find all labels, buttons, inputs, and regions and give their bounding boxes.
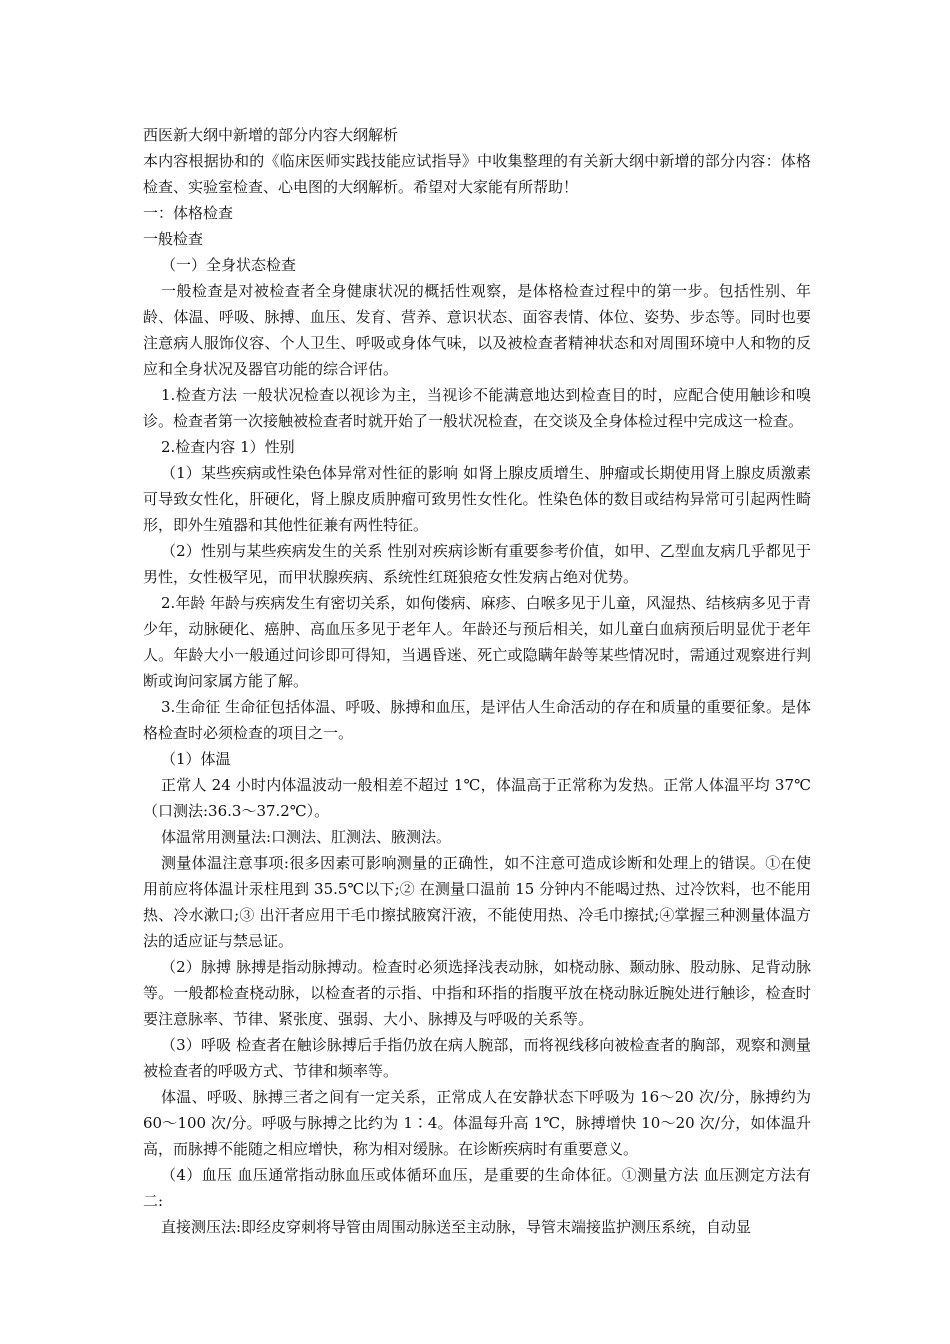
paragraph-exam-method: 1.检查方法 一般状况检查以视诊为主，当视诊不能满意地达到检查目的时，应配合使用触诊和嗅诊。检查者第一次接触被检查者时就开始了一般状况检查，在交谈及全身体检过程中完成这一检查。 xyxy=(143,386,811,430)
paragraph-sex-chromosome: （1）某些疾病或性染色体异常对性征的影响 如肾上腺皮质增生、肿瘤或长期使用肾上腺皮质激素可导致女性化，肝硬化，肾上腺皮质肿瘤可致男性女性化。性染色体的数目或结构异常可引起两性畸形，即外生殖器和其他性征兼有两性特征。 xyxy=(143,464,811,534)
intro-paragraph: 本内容根据协和的《临床医师实践技能应试指导》中收集整理的有关新大纲中新增的部分内容：体格检查、实验室检查、心电图的大纲解析。希望对大家能有所帮助！ xyxy=(143,152,811,196)
paragraph-temperature-notes: 测量体温注意事项:很多因素可影响测量的正确性，如不注意可造成诊断和处理上的错误。①在使用前应将体温计汞柱甩到 35.5℃以下;② 在测量口温前 15 分钟内不能喝过热、过冷饮料，也不能用热、冷水漱口;③ 出汗者应用干毛巾擦拭腋窝汗液，不能使用热、冷毛巾擦拭;④掌握三种测量体温方法的适应证与禁忌证。 xyxy=(143,854,811,950)
paragraph-temperature-methods: 体温常用测量法:口测法、肛测法、腋测法。 xyxy=(161,828,452,846)
document-page xyxy=(143,122,811,1240)
section-heading-physical-exam: 一：体格检查 xyxy=(143,204,234,222)
paragraph-exam-content-sex: 2.检查内容 1）性别 xyxy=(161,438,295,456)
subsection-heading-whole-body-status: （一）全身状态检查 xyxy=(161,256,297,274)
paragraph-general-exam-definition: 一般检查是对被检查者全身健康状况的概括性观察，是体格检查过程中的第一步。包括性别、年龄、体温、呼吸、脉搏、血压、发育、营养、意识状态、面容表情、体位、姿势、步态等。同时也要注意病人服饰仪容、个人卫生、呼吸或身体气味，以及被检查者精神状态和对周围环境中人和物的反应和全身状况及器官功能的综合评估。 xyxy=(143,282,811,378)
paragraph-respiration: （3）呼吸 检查者在触诊脉搏后手指仍放在病人腕部，而将视线移向被检查者的胸部，观察和测量被检查者的呼吸方式、节律和频率等。 xyxy=(143,1036,811,1080)
paragraph-blood-pressure: （4）血压 血压通常指动脉血压或体循环血压，是重要的生命体征。①测量方法 血压测定方法有二: xyxy=(143,1166,811,1210)
document-title: 西医新大纲中新增的部分内容大纲解析 xyxy=(143,126,399,144)
paragraph-normal-temperature: 正常人 24 小时内体温波动一般相差不超过 1℃，体温高于正常称为发热。正常人体温平均 37℃（口测法:36.3～37.2℃）。 xyxy=(143,776,811,820)
paragraph-direct-measurement: 直接测压法:即经皮穿刺将导管由周围动脉送至主动脉，导管末端接监护测压系统，自动显 xyxy=(161,1218,752,1236)
paragraph-pulse: （2）脉搏 脉搏是指动脉搏动。检查时必须选择浅表动脉，如桡动脉、颞动脉、股动脉、足背动脉等。一般都检查桡动脉，以检查者的示指、中指和环指的指腹平放在桡动脉近腕处进行触诊，检查时要注意脉率、节律、紧张度、强弱、大小、脉搏及与呼吸的关系等。 xyxy=(143,958,811,1028)
paragraph-temp-resp-pulse-relation: 体温、呼吸、脉搏三者之间有一定关系，正常成人在安静状态下呼吸为 16～20 次/分，脉搏约为 60～100 次/分。呼吸与脉搏之比约为 1∶4。体温每升高 1℃，脉搏增快 10～20 次/分，如体温升高，而脉搏不能随之相应增快，称为相对缓脉。在诊断疾病时有重要意义。 xyxy=(143,1088,811,1158)
paragraph-vital-signs: 3.生命征 生命征包括体温、呼吸、脉搏和血压，是评估人生命活动的存在和质量的重要征象。是体格检查时必须检查的项目之一。 xyxy=(143,698,811,742)
paragraph-sex-disease-relation: （2）性别与某些疾病发生的关系 性别对疾病诊断有重要参考价值，如甲、乙型血友病几乎都见于男性，女性极罕见，而甲状腺疾病、系统性红斑狼疮女性发病占绝对优势。 xyxy=(143,542,811,586)
subsection-heading-general-exam: 一般检查 xyxy=(143,230,204,248)
paragraph-age: 2.年龄 年龄与疾病发生有密切关系，如佝偻病、麻疹、白喉多见于儿童，风湿热、结核病多见于青少年，动脉硬化、癌肿、高血压多见于老年人。年龄还与预后相关，如儿童白血病预后明显优于老年人。年龄大小一般通过问诊即可得知，当遇昏迷、死亡或隐瞒年龄等某些情况时，需通过观察进行判断或询问家属方能了解。 xyxy=(143,594,811,690)
heading-body-temperature: （1）体温 xyxy=(161,750,231,768)
